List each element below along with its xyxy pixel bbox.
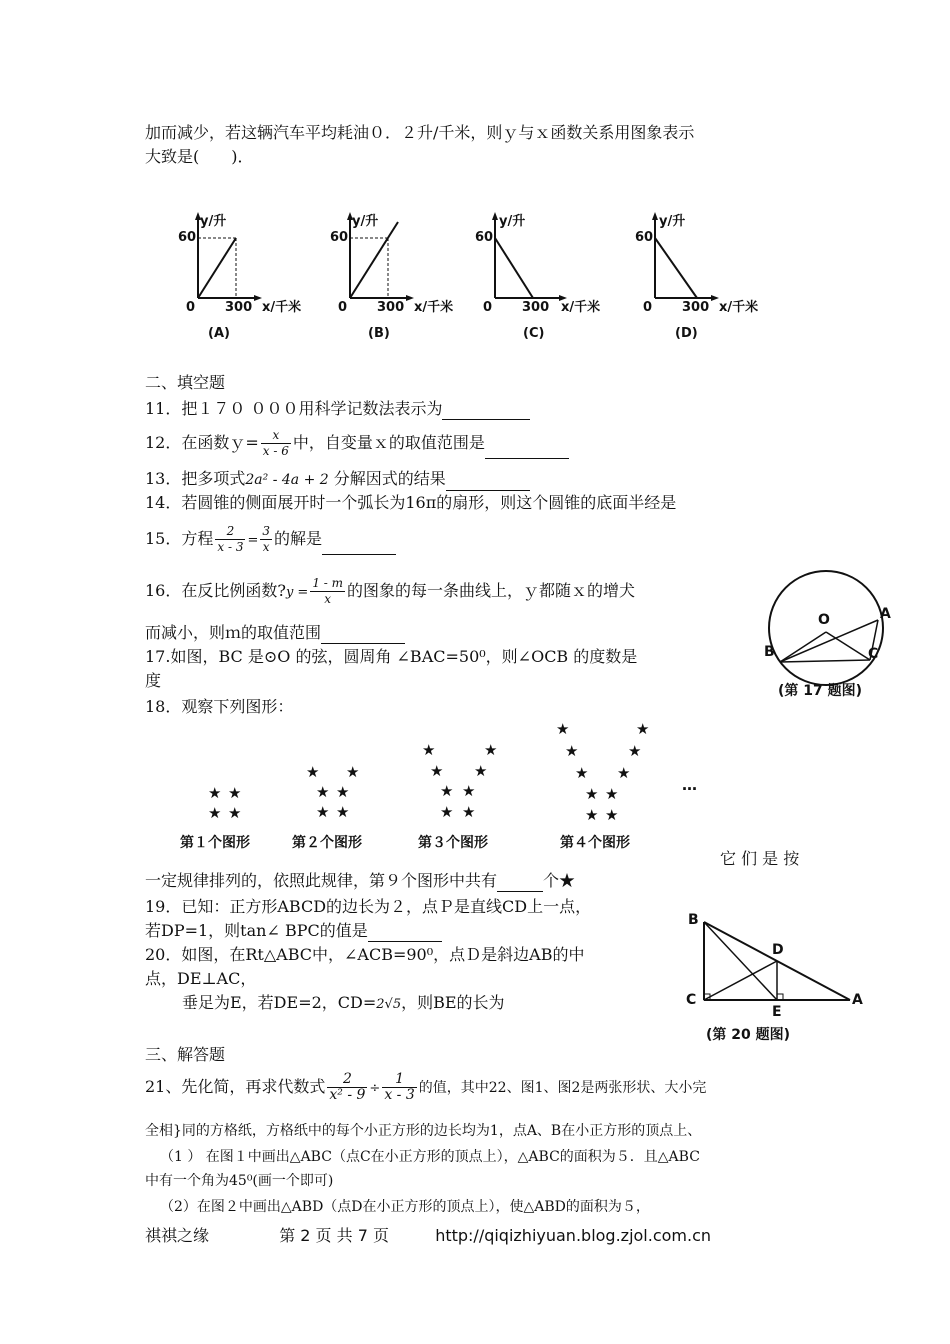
q18-line2-pre: 一定规律排列的，依照此规律，第９个图形中共有 [145,871,498,890]
q22-line1: 全相}同的方格纸，方格纸中的每个小正方形的边长均为1，点A、B在小正方形的顶点上、 [145,1123,702,1139]
star: ★ [462,782,476,800]
q22-line2: （1 ） 在图１中画出△ABC（点C在小正方形的顶点上），△ABC的面积为５．且△ABC [160,1149,700,1165]
origin: 0 [186,300,196,315]
q21-den1: x² - 9 [329,1087,366,1103]
label-d: D [772,942,784,958]
q19-line1: 19．已知：正方形ABCD的边长为２，点Ｐ是直线CD上一点， [145,897,592,916]
y-tick: 60 [635,230,654,245]
origin: 0 [338,300,348,315]
q12-fraction [261,428,291,459]
x-axis-label: x/千米 [414,300,454,315]
origin: 0 [483,300,493,315]
q18-line2-post: 个★ [543,871,576,890]
q20-expr: 2√5 [376,997,402,1012]
label-b: B [764,644,775,660]
q21 [145,1072,706,1103]
x-tick: 300 [682,300,710,315]
star: ★ [208,804,222,822]
footer-left: 祺祺之缘 [145,1226,210,1245]
label-c: C [868,646,879,662]
q11 [145,398,530,420]
star: ★ [228,784,242,802]
x-tick: 300 [522,300,550,315]
figure-17-caption: (第 17 题图) [778,683,863,699]
star: ★ [440,782,454,800]
answer-blank[interactable] [446,472,530,491]
star: ★ [316,783,330,801]
q18-line2 [145,870,575,892]
x-tick: 300 [377,300,405,315]
pattern-label-1: 第１个图形 [180,835,250,851]
q21-num1: 2 [327,1072,367,1088]
graph-d [635,208,785,343]
q19-line2 [145,920,442,942]
option-c: (C) [523,326,545,341]
star: ★ [556,720,570,738]
star: ★ [336,783,350,801]
star: ★ [430,762,444,780]
graph-a [178,208,328,343]
star: ★ [208,784,222,802]
footer [145,1223,711,1246]
q15-fraction-left [215,524,245,555]
q21-fraction-left [327,1072,367,1103]
q22-line3: 中有一个角为45⁰(画一个即可) [145,1173,334,1189]
q16-fraction [310,576,345,607]
q21-num2: 1 [382,1072,416,1088]
star: ★ [306,763,320,781]
star: ★ [636,720,650,738]
q15-num1: 2 [215,524,245,540]
q14: 14．若圆锥的侧面展开时一个弧长为16π的扇形，则这个圆锥的底面半经是 [145,493,677,512]
q15-pre: 15．方程 [145,529,214,548]
star: ★ [346,763,360,781]
y-axis-label: y/升 [659,214,686,229]
figure-20 [682,910,867,1050]
label-a: A [880,606,891,622]
q13-post: 分解因式的结果 [328,469,446,488]
q15-fraction-right [260,524,272,555]
q22-line4: （2）在图２中画出△ABD（点D在小正方形的顶点上），使△ABD的面积为５， [160,1199,650,1215]
q21-div: ÷ [369,1081,381,1096]
y-tick: 60 [330,230,349,245]
q16-den: x [324,592,332,606]
q17-line2: 度 [145,671,162,690]
y-tick: 60 [178,230,197,245]
star: ★ [585,785,599,803]
answer-blank[interactable] [321,625,405,644]
q15-post: 的解是 [274,529,323,548]
q10-line1: 加而减少，若这辆汽车平均耗油０．２升/千米，则ｙ与ｘ函数关系用图象表示 [145,123,695,142]
q16-pre: 16．在反比例函数? [145,581,286,600]
y-axis-label: y/升 [352,214,379,229]
star: ★ [474,762,488,780]
q18-tail: 它 们 是 按 [720,849,800,868]
x-axis-label: x/千米 [719,300,759,315]
section2-title: 二、填空题 [145,373,226,392]
label-o: O [818,612,830,628]
star: ★ [605,806,619,824]
q19-line2-text: 若DP=1，则tan∠ BPC的值是 [145,921,368,940]
star: ★ [575,764,589,782]
star: ★ [336,803,350,821]
ellipsis: … [682,776,697,794]
option-a: (A) [208,326,230,341]
q15-den1: x - 3 [217,540,244,554]
q12-pre: 12．在函数ｙ= [145,433,259,452]
pattern-label-2: 第２个图形 [292,835,362,851]
q15 [145,524,396,555]
graph-c [475,208,625,343]
q20-line3 [182,992,505,1016]
y-axis-label: y/升 [200,214,227,229]
star: ★ [228,804,242,822]
figure-20-caption: (第 20 题图) [706,1027,791,1043]
q17-line1: 17.如图，BC 是⊙O 的弦，圆周角 ∠BAC=50⁰，则∠OCB 的度数是 [145,647,638,666]
q15-den2: x [262,540,270,554]
answer-blank[interactable] [368,923,442,942]
label-a: A [852,992,863,1008]
answer-blank[interactable] [442,401,530,420]
q12-den: x - 6 [262,444,289,458]
graph-b [330,208,480,343]
q16-line2-text: 而减小，则ｍ的取值范围 [145,623,322,642]
q12-post: 中，自变量ｘ的取值范围是 [292,433,485,452]
star: ★ [617,764,631,782]
star: ★ [462,803,476,821]
label-b: B [688,912,699,928]
star: ★ [316,803,330,821]
q13-expr: 2a² - 4a + 2 [245,472,329,488]
answer-blank[interactable] [322,536,396,555]
q10-line2: 大致是( )． [145,147,254,166]
x-axis-label: x/千米 [561,300,601,315]
answer-blank[interactable] [485,440,569,459]
pattern-label-3: 第３个图形 [418,835,488,851]
q15-num2: 3 [262,524,271,538]
q18-text: 18．观察下列图形： [145,697,294,716]
q20-line2: 点，DE⊥AC， [145,969,257,988]
q11-text: 11．把１７０ ０００用科学记数法表示为 [145,399,443,418]
q20-line3-post: ，则BE的长为 [401,993,505,1012]
q13-pre: 13．把多项式 [145,469,246,488]
star: ★ [565,742,579,760]
option-d: (D) [675,326,698,341]
q21-den2: x - 3 [384,1087,415,1103]
label-c: C [686,992,697,1008]
star: ★ [422,741,436,759]
figure-17 [760,560,900,710]
q16-num: 1 - m [312,576,344,590]
q15-eq: = [247,533,259,548]
section3-title: 三、解答题 [145,1045,226,1064]
x-tick: 300 [225,300,253,315]
q13 [145,468,530,491]
star: ★ [585,806,599,824]
footer-page: 第 2 页 共 7 页 [279,1226,389,1245]
star: ★ [605,785,619,803]
q21-pre: 21、先化简，再求代数式 [145,1077,326,1096]
option-b: (B) [368,326,390,341]
q16-y: y = [285,585,309,600]
q16-line2 [145,622,405,644]
footer-url[interactable]: http://qiqizhiyuan.blog.zjol.com.cn [435,1226,712,1245]
answer-blank[interactable] [497,873,543,892]
y-tick: 60 [475,230,494,245]
star: ★ [628,742,642,760]
q21-fraction-right [382,1072,416,1103]
origin: 0 [643,300,653,315]
q16-post: 的图象的每一条曲线上，ｙ都随ｘ的增犬 [347,581,636,600]
x-axis-label: x/千米 [262,300,302,315]
y-axis-label: y/升 [499,214,526,229]
pattern-label-4: 第４个图形 [560,835,630,851]
star: ★ [484,741,498,759]
star: ★ [440,803,454,821]
q20-line3-pre: 垂足为E，若DE=2，CD= [182,993,377,1012]
q12 [145,428,569,459]
q16-line1 [145,576,635,607]
label-e: E [772,1004,782,1020]
q21-post: 的值，其中22、图1、图2是两张形状、大小完 [418,1080,707,1096]
q20-line1: 20．如图，在Rt△ABC中，∠ACB=90⁰，点Ｄ是斜边AB的中 [145,945,585,964]
q12-num: x [261,428,291,444]
